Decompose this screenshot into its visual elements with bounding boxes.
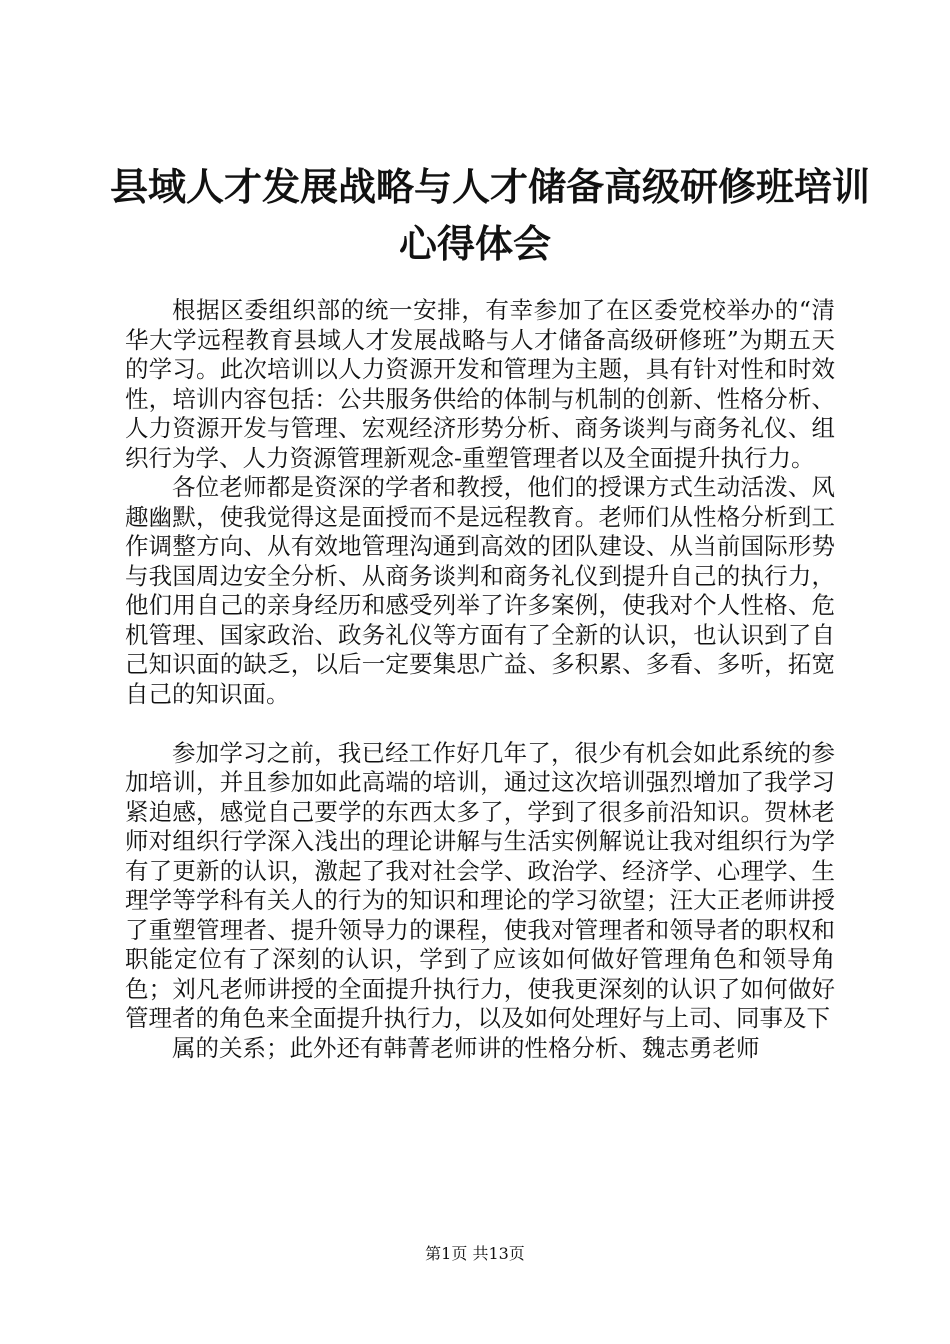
document-title-line-2: 心得体会 [398,221,551,266]
document-body [125,296,835,1063]
paragraph-2: 各位老师都是资深的学者和教授，他们的授课方式生动活泼、风趣幽默，使我觉得这是面授而不是远程教育。老师们从性格分析到工作调整方向、从有效地管理沟通到高效的团队建设、从当前国际形势与我国周边安全分析、从商务谈判和商务礼仪到提升自己的执行力，他们用自己的亲身经历和感受列举了许多案例，使我对个人性格、危机管理、国家政治、政务礼仪等方面有了全新的认识，也认识到了自己知识面的缺乏，以后一定要集思广益、多积累、多看、多听，拓宽自己的知识面。 [125,473,835,708]
paragraph-3: 参加学习之前，我已经工作好几年了，很少有机会如此系统的参加培训，并且参加如此高端的培训，通过这次培训强烈增加了我学习紧迫感，感觉自己要学的东西太多了，学到了很多前沿知识。贺林老师对组织行学深入浅出的理论讲解与生活实例解说让我对组织行为学有了更新的认识，激起了我对社会学、政治学、经济学、心理学、生理学等学科有关人的行为的知识和理论的学习欲望；汪大正老师讲授了重塑管理者、提升领导力的课程，使我对管理者和领导者的职权和职能定位有了深刻的认识，学到了应该如何做好管理角色和领导角色；刘凡老师讲授的全面提升执行力，使我更深刻的认识了如何做好管理者的角色来全面提升执行力，以及如何处理好与上司、同事及下 [125,738,835,1032]
document-title-line-1: 县域人才发展战略与人才储备高级研修班培训 [110,164,871,209]
paragraph-1: 根据区委组织部的统一安排，有幸参加了在区委党校举办的“清华大学远程教育县域人才发展战略与人才储备高级研修班”为期五天的学习。此次培训以人力资源开发和管理为主题，具有针对性和时效性，培训内容包括：公共服务供给的体制与机制的创新、性格分析、人力资源开发与管理、宏观经济形势分析、商务谈判与商务礼仪、组织行为学、人力资源管理新观念-重塑管理者以及全面提升执行力。 [125,296,835,472]
paragraph-4: 属的关系；此外还有韩菁老师讲的性格分析、魏志勇老师 [172,1033,760,1062]
page-footer: 第1页 共13页 [425,1244,525,1263]
